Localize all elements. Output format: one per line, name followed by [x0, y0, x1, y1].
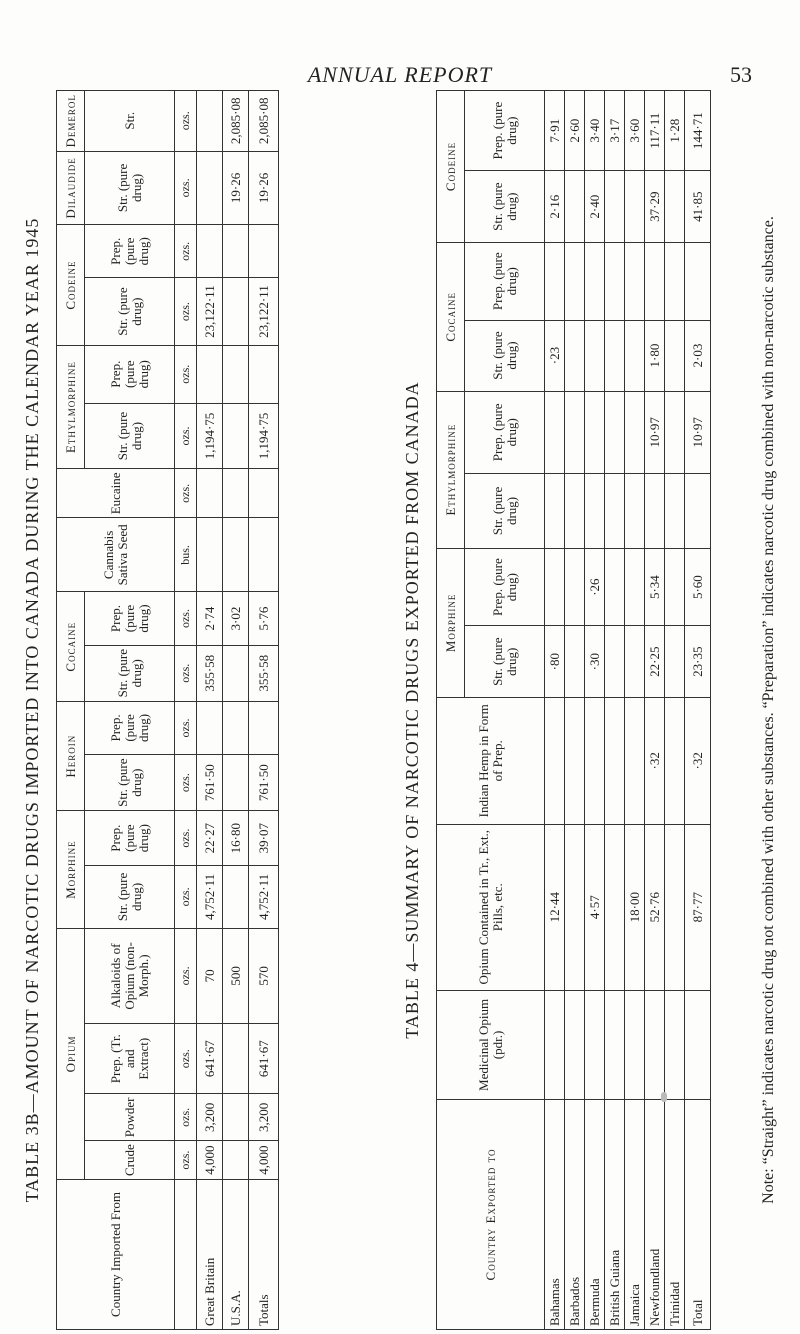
value-cell: 355·58 — [249, 645, 279, 701]
value-cell — [685, 242, 711, 320]
group2-ethylmorphine: Ethylmorphine — [437, 391, 465, 548]
value-cell — [565, 548, 585, 626]
country-cell: Trinidad — [665, 1100, 685, 1330]
value-cell: 10·97 — [645, 391, 665, 474]
group-demerol: Demerol — [57, 91, 85, 152]
value-cell — [585, 698, 605, 825]
totals-row — [249, 91, 279, 1330]
value-cell: 1,194·75 — [197, 403, 223, 469]
col2-ethylmorphine-prep: Prep. (pure drug) — [465, 391, 545, 474]
value-cell — [665, 990, 685, 1099]
value-cell: ·26 — [585, 548, 605, 626]
value-cell: 22·25 — [645, 626, 665, 698]
value-cell: 761·50 — [249, 754, 279, 810]
value-cell — [197, 91, 223, 152]
col-ethylmorphine-prep: Prep. (pure drug) — [85, 345, 175, 403]
value-cell: 7·91 — [545, 91, 565, 171]
value-cell — [605, 474, 625, 549]
value-cell — [585, 990, 605, 1099]
value-cell: 761·50 — [197, 754, 223, 810]
value-cell — [605, 626, 625, 698]
col2-morphine-str: Str. (pure drug) — [465, 626, 545, 698]
value-cell — [585, 391, 605, 474]
value-cell — [545, 391, 565, 474]
value-cell: 641·67 — [197, 1023, 223, 1094]
totals-row — [685, 91, 711, 1330]
unit-cell: ozs. — [175, 469, 197, 518]
country-cell: Bermuda — [585, 1100, 605, 1330]
value-cell — [197, 469, 223, 518]
table-row — [197, 91, 223, 1330]
value-cell — [625, 990, 645, 1099]
value-cell — [665, 548, 685, 626]
value-cell — [605, 990, 625, 1099]
value-cell — [605, 698, 625, 825]
table-row — [605, 91, 625, 1330]
value-cell: ·80 — [545, 626, 565, 698]
value-cell — [665, 171, 685, 243]
value-cell — [605, 171, 625, 243]
value-cell — [545, 990, 565, 1099]
value-cell — [625, 391, 645, 474]
value-cell: 5·76 — [249, 592, 279, 645]
value-cell — [223, 469, 249, 518]
footnote: Note: “Straight” indicates narcotic drug not combined with other substances. “Preparation” indicates narcotic drug combined with non-narcotic substance. — [760, 216, 777, 1204]
unit-cell: ozs. — [175, 278, 197, 346]
value-cell — [223, 701, 249, 754]
col-eucaine: Eucaine — [57, 469, 175, 518]
col2-morphine-prep: Prep. (pure drug) — [465, 548, 545, 626]
value-cell — [223, 518, 249, 592]
scan-mark — [661, 1092, 667, 1102]
value-cell — [249, 701, 279, 754]
value-cell — [645, 242, 665, 320]
value-cell: 23·35 — [685, 626, 711, 698]
value-cell: 355·58 — [197, 645, 223, 701]
table-row — [645, 91, 665, 1330]
unit-cell: ozs. — [175, 645, 197, 701]
country-cell: U.S.A. — [223, 1180, 249, 1330]
col-crude: Crude — [85, 1141, 175, 1180]
value-cell — [645, 990, 665, 1099]
value-cell — [545, 548, 565, 626]
col-demerol-str: Str. — [85, 91, 175, 152]
value-cell — [545, 698, 565, 825]
col-morphine-str: Str. (pure drug) — [85, 865, 175, 928]
value-cell: 4,752·11 — [249, 865, 279, 928]
country-cell: Barbados — [565, 1100, 585, 1330]
group-codeine: Codeine — [57, 225, 85, 346]
unit-cell: ozs. — [175, 345, 197, 403]
value-cell — [197, 225, 223, 278]
country-cell: Newfoundland — [645, 1100, 665, 1330]
value-cell: 4,000 — [249, 1141, 279, 1180]
country-cell: Jamaica — [625, 1100, 645, 1330]
value-cell — [665, 698, 685, 825]
value-cell — [223, 1094, 249, 1141]
rotated-content — [18, 90, 788, 1330]
value-cell: 19·26 — [223, 151, 249, 225]
value-cell: 19·26 — [249, 151, 279, 225]
value-cell — [197, 345, 223, 403]
value-cell: 3,200 — [249, 1094, 279, 1141]
country-cell: Total — [685, 1100, 711, 1330]
units-row — [175, 91, 197, 1330]
value-cell — [685, 990, 711, 1099]
value-cell: ·32 — [685, 698, 711, 825]
country-cell: Totals — [249, 1180, 279, 1330]
table2-title: TABLE 4—SUMMARY OF NARCOTIC DRUGS EXPORTED FROM CANADA — [402, 381, 422, 1039]
value-cell: 12·44 — [545, 824, 565, 990]
value-cell: 2,085·08 — [223, 91, 249, 152]
unit-cell: ozs. — [175, 1094, 197, 1141]
value-cell: 18·00 — [625, 824, 645, 990]
value-cell — [249, 225, 279, 278]
value-cell: 16·80 — [223, 811, 249, 866]
value-cell: 1·80 — [645, 320, 665, 391]
value-cell — [223, 345, 249, 403]
col-cocaine-str: Str. (pure drug) — [85, 645, 175, 701]
value-cell — [605, 548, 625, 626]
value-cell: 2·16 — [545, 171, 565, 243]
value-cell — [223, 865, 249, 928]
col-codeine-str: Str. (pure drug) — [85, 278, 175, 346]
value-cell — [665, 824, 685, 990]
group-dilaudide: Dilaudide — [57, 151, 85, 225]
value-cell — [665, 474, 685, 549]
table-row — [665, 91, 685, 1330]
value-cell: 52·76 — [645, 824, 665, 990]
unit-cell: ozs. — [175, 754, 197, 810]
group-cocaine: Cocaine — [57, 592, 85, 701]
value-cell: 144·71 — [685, 91, 711, 171]
col-heroin-prep: Prep. (pure drug) — [85, 701, 175, 754]
value-cell — [625, 698, 645, 825]
col-ethylmorphine-str: Str. (pure drug) — [85, 403, 175, 469]
value-cell: 2·74 — [197, 592, 223, 645]
value-cell — [197, 518, 223, 592]
col-country-exported: Country Exported to — [437, 1100, 545, 1330]
unit-cell: bus. — [175, 518, 197, 592]
col2-cocaine-prep: Prep. (pure drug) — [465, 242, 545, 320]
value-cell — [565, 626, 585, 698]
value-cell — [223, 645, 249, 701]
unit-cell: ozs. — [175, 151, 197, 225]
unit-cell: ozs. — [175, 1141, 197, 1180]
value-cell — [645, 474, 665, 549]
value-cell: 70 — [197, 928, 223, 1023]
value-cell — [625, 626, 645, 698]
value-cell: 37·29 — [645, 171, 665, 243]
value-cell: 2,085·08 — [249, 91, 279, 152]
value-cell — [605, 242, 625, 320]
table-row — [585, 91, 605, 1330]
value-cell — [223, 225, 249, 278]
unit-cell: ozs. — [175, 225, 197, 278]
group2-morphine: Morphine — [437, 548, 465, 697]
col2-cocaine-str: Str. (pure drug) — [465, 320, 545, 391]
value-cell: 1,194·75 — [249, 403, 279, 469]
value-cell — [249, 518, 279, 592]
value-cell — [665, 626, 685, 698]
value-cell — [565, 171, 585, 243]
value-cell: 2·60 — [565, 91, 585, 171]
value-cell: 3·40 — [585, 91, 605, 171]
value-cell — [605, 824, 625, 990]
col2-codeine-prep: Prep. (pure drug) — [465, 91, 545, 171]
value-cell — [625, 242, 645, 320]
value-cell: ·23 — [545, 320, 565, 391]
col-cocaine-prep: Prep. (pure drug) — [85, 592, 175, 645]
value-cell — [565, 391, 585, 474]
country-cell: Great Britain — [197, 1180, 223, 1330]
value-cell — [249, 345, 279, 403]
value-cell — [223, 403, 249, 469]
value-cell — [625, 474, 645, 549]
col2-ethylmorphine-str: Str. (pure drug) — [465, 474, 545, 549]
value-cell — [197, 151, 223, 225]
group2-codeine: Codeine — [437, 91, 465, 243]
page-number: 53 — [730, 62, 752, 87]
value-cell — [605, 391, 625, 474]
value-cell: 87·77 — [685, 824, 711, 990]
value-cell: 23,122·11 — [249, 278, 279, 346]
value-cell — [585, 474, 605, 549]
col-codeine-prep: Prep. (pure drug) — [85, 225, 175, 278]
value-cell — [249, 469, 279, 518]
value-cell: ·32 — [645, 698, 665, 825]
value-cell: 22·27 — [197, 811, 223, 866]
country-cell: Bahamas — [545, 1100, 565, 1330]
value-cell — [625, 548, 645, 626]
value-cell: 1·28 — [665, 91, 685, 171]
col-cannabis: Cannabis Sativa Seed — [57, 518, 175, 592]
table-row — [625, 91, 645, 1330]
col-indian-hemp: Indian Hemp in Form of Prep. — [437, 698, 545, 825]
col-morphine-prep: Prep. (pure drug) — [85, 811, 175, 866]
col-medicinal-opium: Medicinal Opium (pdr.) — [437, 990, 545, 1099]
value-cell: 3,200 — [197, 1094, 223, 1141]
unit-cell: ozs. — [175, 701, 197, 754]
col-dilaudide-str: Str. (pure drug) — [85, 151, 175, 225]
value-cell: 4·57 — [585, 824, 605, 990]
value-cell — [625, 320, 645, 391]
value-cell — [565, 242, 585, 320]
unit-cell: ozs. — [175, 403, 197, 469]
unit-cell: ozs. — [175, 91, 197, 152]
value-cell: 41·85 — [685, 171, 711, 243]
table-row — [565, 91, 585, 1330]
value-cell — [545, 474, 565, 549]
value-cell — [223, 754, 249, 810]
unit-cell: ozs. — [175, 928, 197, 1023]
col-opium-contained: Opium Contained in Tr., Ext., Pills, etc. — [437, 824, 545, 990]
value-cell: 23,122·11 — [197, 278, 223, 346]
value-cell — [565, 698, 585, 825]
group-opium: Opium — [57, 928, 85, 1179]
value-cell — [605, 320, 625, 391]
export-table — [436, 90, 711, 1330]
group-heroin: Heroin — [57, 701, 85, 810]
value-cell — [565, 474, 585, 549]
value-cell — [585, 242, 605, 320]
table-row — [545, 91, 565, 1330]
unit-cell: ozs. — [175, 811, 197, 866]
group-ethylmorphine: Ethylmorphine — [57, 345, 85, 469]
value-cell: 117·11 — [645, 91, 665, 171]
col-prep-tr: Prep. (Tr. and Extract) — [85, 1023, 175, 1094]
value-cell — [223, 1023, 249, 1094]
value-cell: 500 — [223, 928, 249, 1023]
table1-title: TABLE 3B—AMOUNT OF NARCOTIC DRUGS IMPORTED INTO CANADA DURING THE CALENDAR YEAR 1945 — [22, 217, 42, 1203]
col2-codeine-str: Str. (pure drug) — [465, 171, 545, 243]
col-country: Country Imported From — [57, 1180, 175, 1330]
group2-cocaine: Cocaine — [437, 242, 465, 391]
value-cell — [565, 320, 585, 391]
value-cell: 5·34 — [645, 548, 665, 626]
value-cell: 3·60 — [625, 91, 645, 171]
value-cell: 570 — [249, 928, 279, 1023]
value-cell — [565, 824, 585, 990]
unit-cell: ozs. — [175, 592, 197, 645]
value-cell — [565, 990, 585, 1099]
value-cell — [585, 320, 605, 391]
col-alkaloids: Alkaloids of Opium (non-Morph.) — [85, 928, 175, 1023]
value-cell: 4,752·11 — [197, 865, 223, 928]
value-cell — [223, 1141, 249, 1180]
group-morphine: Morphine — [57, 811, 85, 929]
value-cell — [223, 278, 249, 346]
value-cell: 3·02 — [223, 592, 249, 645]
value-cell — [197, 701, 223, 754]
value-cell: 641·67 — [249, 1023, 279, 1094]
value-cell — [665, 391, 685, 474]
unit-cell: ozs. — [175, 865, 197, 928]
running-title: ANNUAL REPORT — [307, 62, 493, 87]
country-cell: British Guiana — [605, 1100, 625, 1330]
unit-cell: ozs. — [175, 1023, 197, 1094]
value-cell — [665, 242, 685, 320]
value-cell — [545, 242, 565, 320]
value-cell — [685, 474, 711, 549]
col-heroin-str: Str. (pure drug) — [85, 754, 175, 810]
value-cell: 39·07 — [249, 811, 279, 866]
value-cell: 2·03 — [685, 320, 711, 391]
value-cell: 10·97 — [685, 391, 711, 474]
value-cell — [665, 320, 685, 391]
value-cell: 3·17 — [605, 91, 625, 171]
table-row — [223, 91, 249, 1330]
col-powder: Powder — [85, 1094, 175, 1141]
value-cell: ·30 — [585, 626, 605, 698]
value-cell: 4,000 — [197, 1141, 223, 1180]
value-cell — [625, 171, 645, 243]
import-table — [56, 90, 279, 1330]
value-cell: 5·60 — [685, 548, 711, 626]
value-cell: 2·40 — [585, 171, 605, 243]
